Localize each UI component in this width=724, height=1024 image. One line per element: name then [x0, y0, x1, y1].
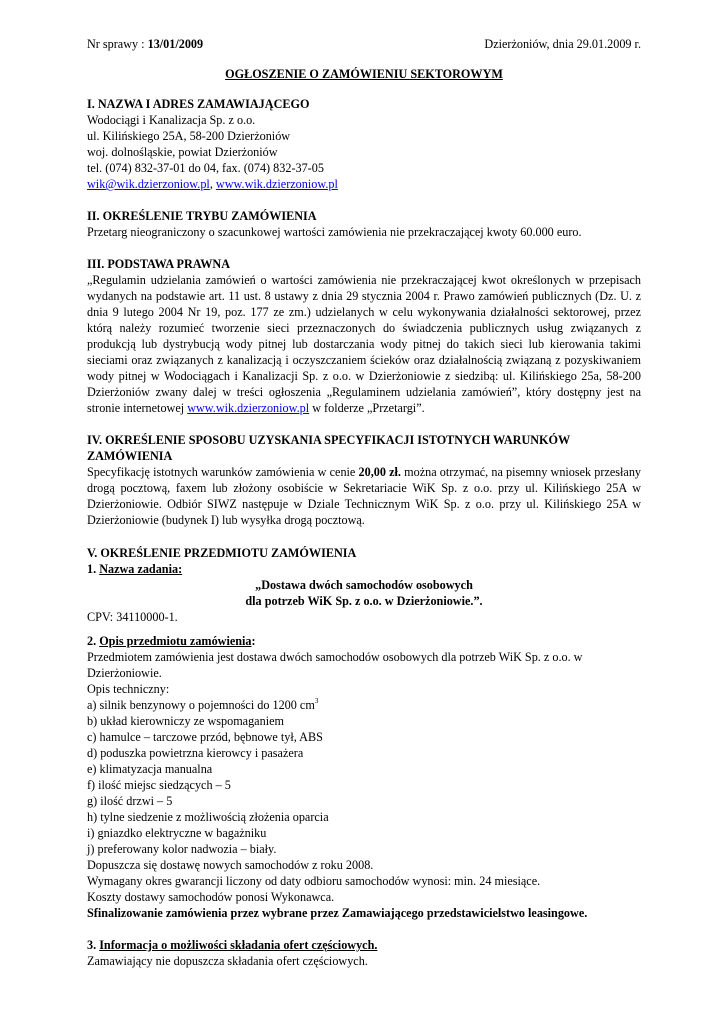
tech-item-a: a) silnik benzynowy o pojemności do 1200 $cm^3$ [87, 697, 319, 712]
document-page [87, 36, 641, 969]
section-heading: II. OKREŚLENIE TRYBU ZAMÓWIENIA [87, 209, 317, 223]
spec-price: 20,00 zł. [358, 465, 401, 479]
tech-item: i) gniazdko elektryczne w bagażniku [87, 826, 267, 840]
place-date: Dzierżoniów, dnia 29.01.2009 r. [484, 37, 641, 51]
procedure-text: Przetarg nieograniczony o szacunkowej wartości zamówienia nie przekraczającej kwoty 60.000 euro. [87, 225, 582, 239]
section-heading: V. OKREŚLENIE PRZEDMIOTU ZAMÓWIENIA [87, 546, 357, 560]
task-name-label: 1. Nazwa zadania: [87, 562, 183, 576]
website-link[interactable]: www.wik.dzierzoniow.pl [215, 177, 338, 191]
note-warranty: Wymagany okres gwarancji liczony od daty odbioru samochodów wynosi: min. 24 miesiące. [87, 874, 541, 888]
section-procedure [87, 208, 641, 240]
tech-item: b) układ kierowniczy ze wspomaganiem [87, 714, 284, 728]
tech-item: c) hamulce – tarczowe przód, bębnowe tył, ABS [87, 730, 323, 744]
task-name-line2: dla potrzeb WiK Sp. z o.o. w Dzierżoniowie.”. [245, 594, 483, 608]
section-subject [87, 545, 641, 969]
note-delivery-cost: Koszty dostawy samochodów ponosi Wykonawca. [87, 890, 335, 904]
cpv-code: CPV: 34110000-1. [87, 610, 178, 624]
contact-links: wik@wik.dzierzoniow.pl, www.wik.dzierzoniow.pl [87, 177, 338, 191]
note-leasing: Sfinalizowanie zamówienia przez wybrane przez Zamawiającego przedstawicielstwo leasingowe. [87, 906, 588, 920]
technical-label: Opis techniczny: [87, 682, 170, 696]
section-heading: IV. OKREŚLENIE SPOSOBU UZYSKANIA SPECYFIKACJI ISTOTNYCH WARUNKÓW ZAMÓWIENIA [87, 433, 570, 463]
note-model-year: Dopuszcza się dostawę nowych samochodów z roku 2008. [87, 858, 374, 872]
email-link[interactable]: wik@wik.dzierzoniow.pl [87, 177, 210, 191]
company-name: Wodociągi i Kanalizacja Sp. z o.o. [87, 113, 256, 127]
document-title: OGŁOSZENIE O ZAMÓWIENIU SEKTOROWYM [225, 67, 503, 81]
task-name-line1: „Dostawa dwóch samochodów osobowych [255, 578, 473, 592]
legal-basis-text: „Regulamin udzielania zamówień o wartości zamówienia nie przekraczającej kwot określonych w przepisach wydanych na podstawie art. 11 ust. 8 ustawy z dnia 29 stycznia 2004 r. Prawo zamówień publicznych (Dz. U. z dnia 9 lutego 2004 Nr 19, poz. 177 ze zm.) udzielanych w celu wykonywania działalności sektorowej, przez którą należy rozumieć tworzenie sieci przeznaczonych do świadczenia publicznych usług związanych z produkcją lub dystrybucją wody pitnej lub dostarczania wody pitnej do takich sieci lub kierowania takimi sieciami oraz związanych z kanalizacją i oczyszczaniem ścieków oraz działalnością związaną z pozyskiwaniem wody pitnej w Wodociągach i Kanalizacji Sp. z o.o. w Dzierżoniowie z siedzibą: ul. Kilińskiego 25a, 58-200 Dzierżoniów zwany dalej w treści ogłoszenia „Regulaminem udzielania zamówień”, który dostępny jest na stronie internetowej www.wik.dzierzoniow.pl w folderze „Przetargi”. [87, 273, 641, 415]
address-street: ul. Kilińskiego 25A, 58-200 Dzierżoniów [87, 129, 291, 143]
section-specification [87, 432, 641, 528]
specification-text: Specyfikację istotnych warunków zamówienia w cenie 20,00 zł. można otrzymać, na pisemny wniosek przesłany drogą pocztową, faxem lub złożony osobiście w Sekretariacie WiK Sp. z o.o. przy ul. Kilińskiego 25A w Dzierżoniowie. Odbiór SIWZ następuje w Dziale Technicznym WiK Sp. z o.o. przy ul. Kilińskiego 25A w Dzierżoniowie (budynek I) lub wysyłka drogą pocztową. [87, 465, 642, 527]
tech-item: e) klimatyzacja manualna [87, 762, 213, 776]
document-header [87, 36, 641, 52]
description-label: 2. Opis przedmiotu zamówienia: [87, 634, 256, 648]
section-heading: I. NAZWA I ADRES ZAMAWIAJĄCEGO [87, 97, 310, 111]
regulations-link[interactable]: www.wik.dzierzoniow.pl [187, 401, 310, 415]
address-region: woj. dolnośląskie, powiat Dzierżoniów [87, 145, 278, 159]
case-number: Nr sprawy : 13/01/2009 [87, 37, 204, 51]
partial-offers-text: Zamawiający nie dopuszcza składania ofert częściowych. [87, 954, 368, 968]
partial-offers-label: 3. Informacja o możliwości składania ofert częściowych. [87, 938, 378, 952]
section-contracting-authority [87, 96, 641, 192]
section-heading: III. PODSTAWA PRAWNA [87, 257, 230, 271]
tech-item: d) poduszka powietrzna kierowcy i pasażera [87, 746, 304, 760]
tech-item: h) tylne siedzenie z możliwością złożenia oparcia [87, 810, 329, 824]
tech-item: j) preferowany kolor nadwozia – biały. [87, 842, 277, 856]
tech-item: f) ilość miejsc siedzących – 5 [87, 778, 231, 792]
phone-fax: tel. (074) 832-37-01 do 04, fax. (074) 832-37-05 [87, 161, 324, 175]
tech-item: g) ilość drzwi – 5 [87, 794, 173, 808]
section-legal-basis [87, 256, 641, 416]
description-text: Przedmiotem zamówienia jest dostawa dwóch samochodów osobowych dla potrzeb WiK Sp. z o.o. w Dzierżoniowie. [87, 650, 583, 680]
